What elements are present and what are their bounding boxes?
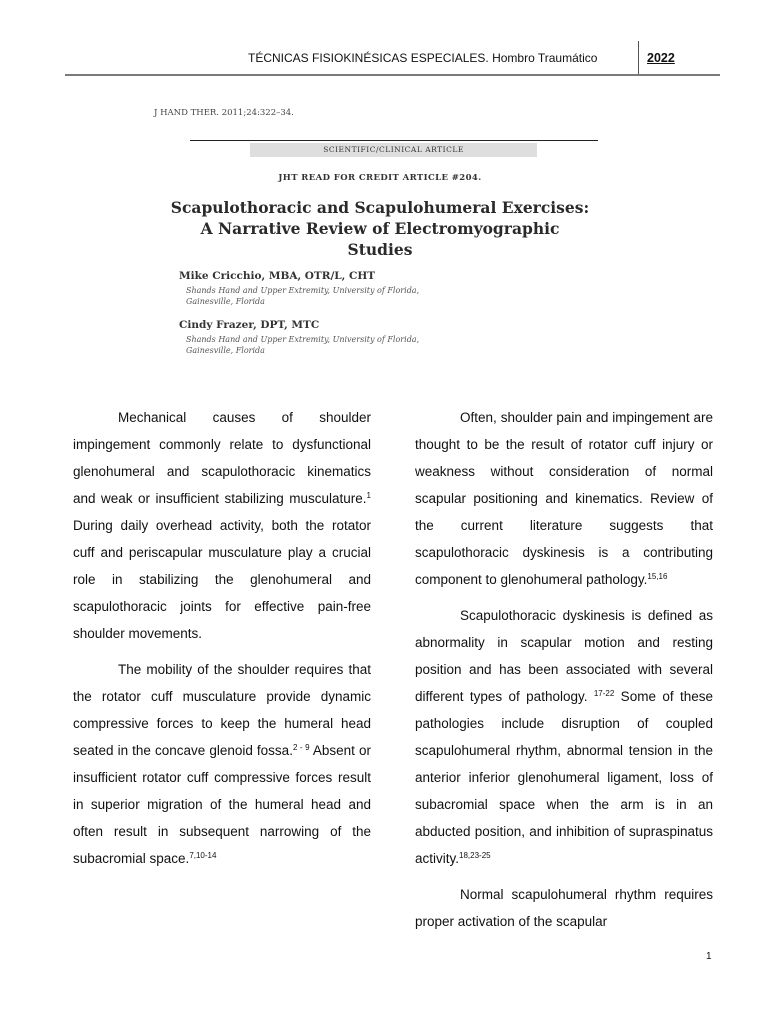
right-text-column <box>415 404 713 944</box>
page-number: 1 <box>706 951 712 962</box>
citation: 1 <box>366 491 371 500</box>
author-name: Cindy Frazer, DPT, MTC <box>179 319 320 331</box>
citation: 7,10-14 <box>189 851 217 860</box>
paragraph-text: The mobility of the shoulder requires that the rotator cuff musculature provide dynamic compressive forces to keep the humeral head seated in the concave glenoid fossa. <box>73 662 371 758</box>
article-title-line: Studies <box>347 240 413 259</box>
citation: 17-22 <box>593 689 615 698</box>
affiliation-line: Gainesville, Florida <box>186 346 265 355</box>
article-category-banner: SCIENTIFIC/CLINICAL ARTICLE <box>250 143 537 157</box>
affiliation-line: Shands Hand and Upper Extremity, University of Florida, <box>186 286 420 295</box>
paragraph-text: Normal scapulohumeral rhythm requires proper activation of the scapular <box>415 887 713 929</box>
article-title-line: A Narrative Review of Electromyographic <box>200 219 560 238</box>
paragraph <box>73 656 371 872</box>
paragraph-text: Absent or insufficient rotator cuff compressive forces result in superior migration of the humeral head and often result in subsequent narrowing of the subacromial space. <box>73 743 372 866</box>
article-title-line: Scapulothoracic and Scapulohumeral Exercises: <box>170 198 590 217</box>
header-title: TÉCNICAS FISIOKINÉSICAS ESPECIALES. Hombro Traumático <box>248 51 598 65</box>
affiliation-line: Shands Hand and Upper Extremity, University of Florida, <box>186 335 420 344</box>
paragraph-text: Mechanical causes of shoulder impingement commonly relate to dysfunctional glenohumeral and scapulothoracic kinematics and weak or insufficient stabilizing musculature. <box>73 410 371 506</box>
paragraph-text: Scapulothoracic dyskinesis is defined as abnormality in scapular motion and resting position and has been associated with several different types of pathology. <box>415 608 713 704</box>
header-year: 2022 <box>647 51 675 65</box>
author-affiliation <box>186 285 419 307</box>
left-text-column <box>73 404 371 881</box>
paragraph <box>415 404 713 593</box>
author-affiliation <box>186 334 419 356</box>
paragraph <box>415 602 713 872</box>
article-title <box>150 197 610 260</box>
citation: 15,16 <box>647 572 668 581</box>
paragraph-text: Some of these pathologies include disruption of coupled scapulohumeral rhythm, abnormal tension in the anterior inferior glenohumeral ligament, loss of subacromial space when the arm is in an abducted position, and inhibition of supraspinatus activity. <box>415 689 713 866</box>
journal-reference: J HAND THER. 2011;24:322–34. <box>154 108 294 118</box>
citation: 18,23-25 <box>459 851 491 860</box>
citation: 2 - 9 <box>292 743 310 752</box>
header-divider <box>638 41 639 75</box>
affiliation-line: Gainesville, Florida <box>186 297 265 306</box>
paragraph <box>73 404 371 647</box>
article-credit-line: JHT READ FOR CREDIT ARTICLE #204. <box>278 173 482 183</box>
paragraph <box>415 881 713 935</box>
author-name: Mike Cricchio, MBA, OTR/L, CHT <box>179 270 376 282</box>
article-rule <box>190 140 598 141</box>
paragraph-text: During daily overhead activity, both the rotator cuff and periscapular musculature play a crucial role in stabilizing the glenohumeral and scapulothoracic joints for effective pain-free shoulder movements. <box>73 518 371 641</box>
header-rule <box>65 74 720 76</box>
paragraph-text: Often, shoulder pain and impingement are thought to be the result of rotator cuff injury or weakness without consideration of normal scapular positioning and kinematics. Review of the current literature suggests that scapulothoracic dyskinesis is a contributing component to glenohumeral pathology. <box>415 410 713 587</box>
